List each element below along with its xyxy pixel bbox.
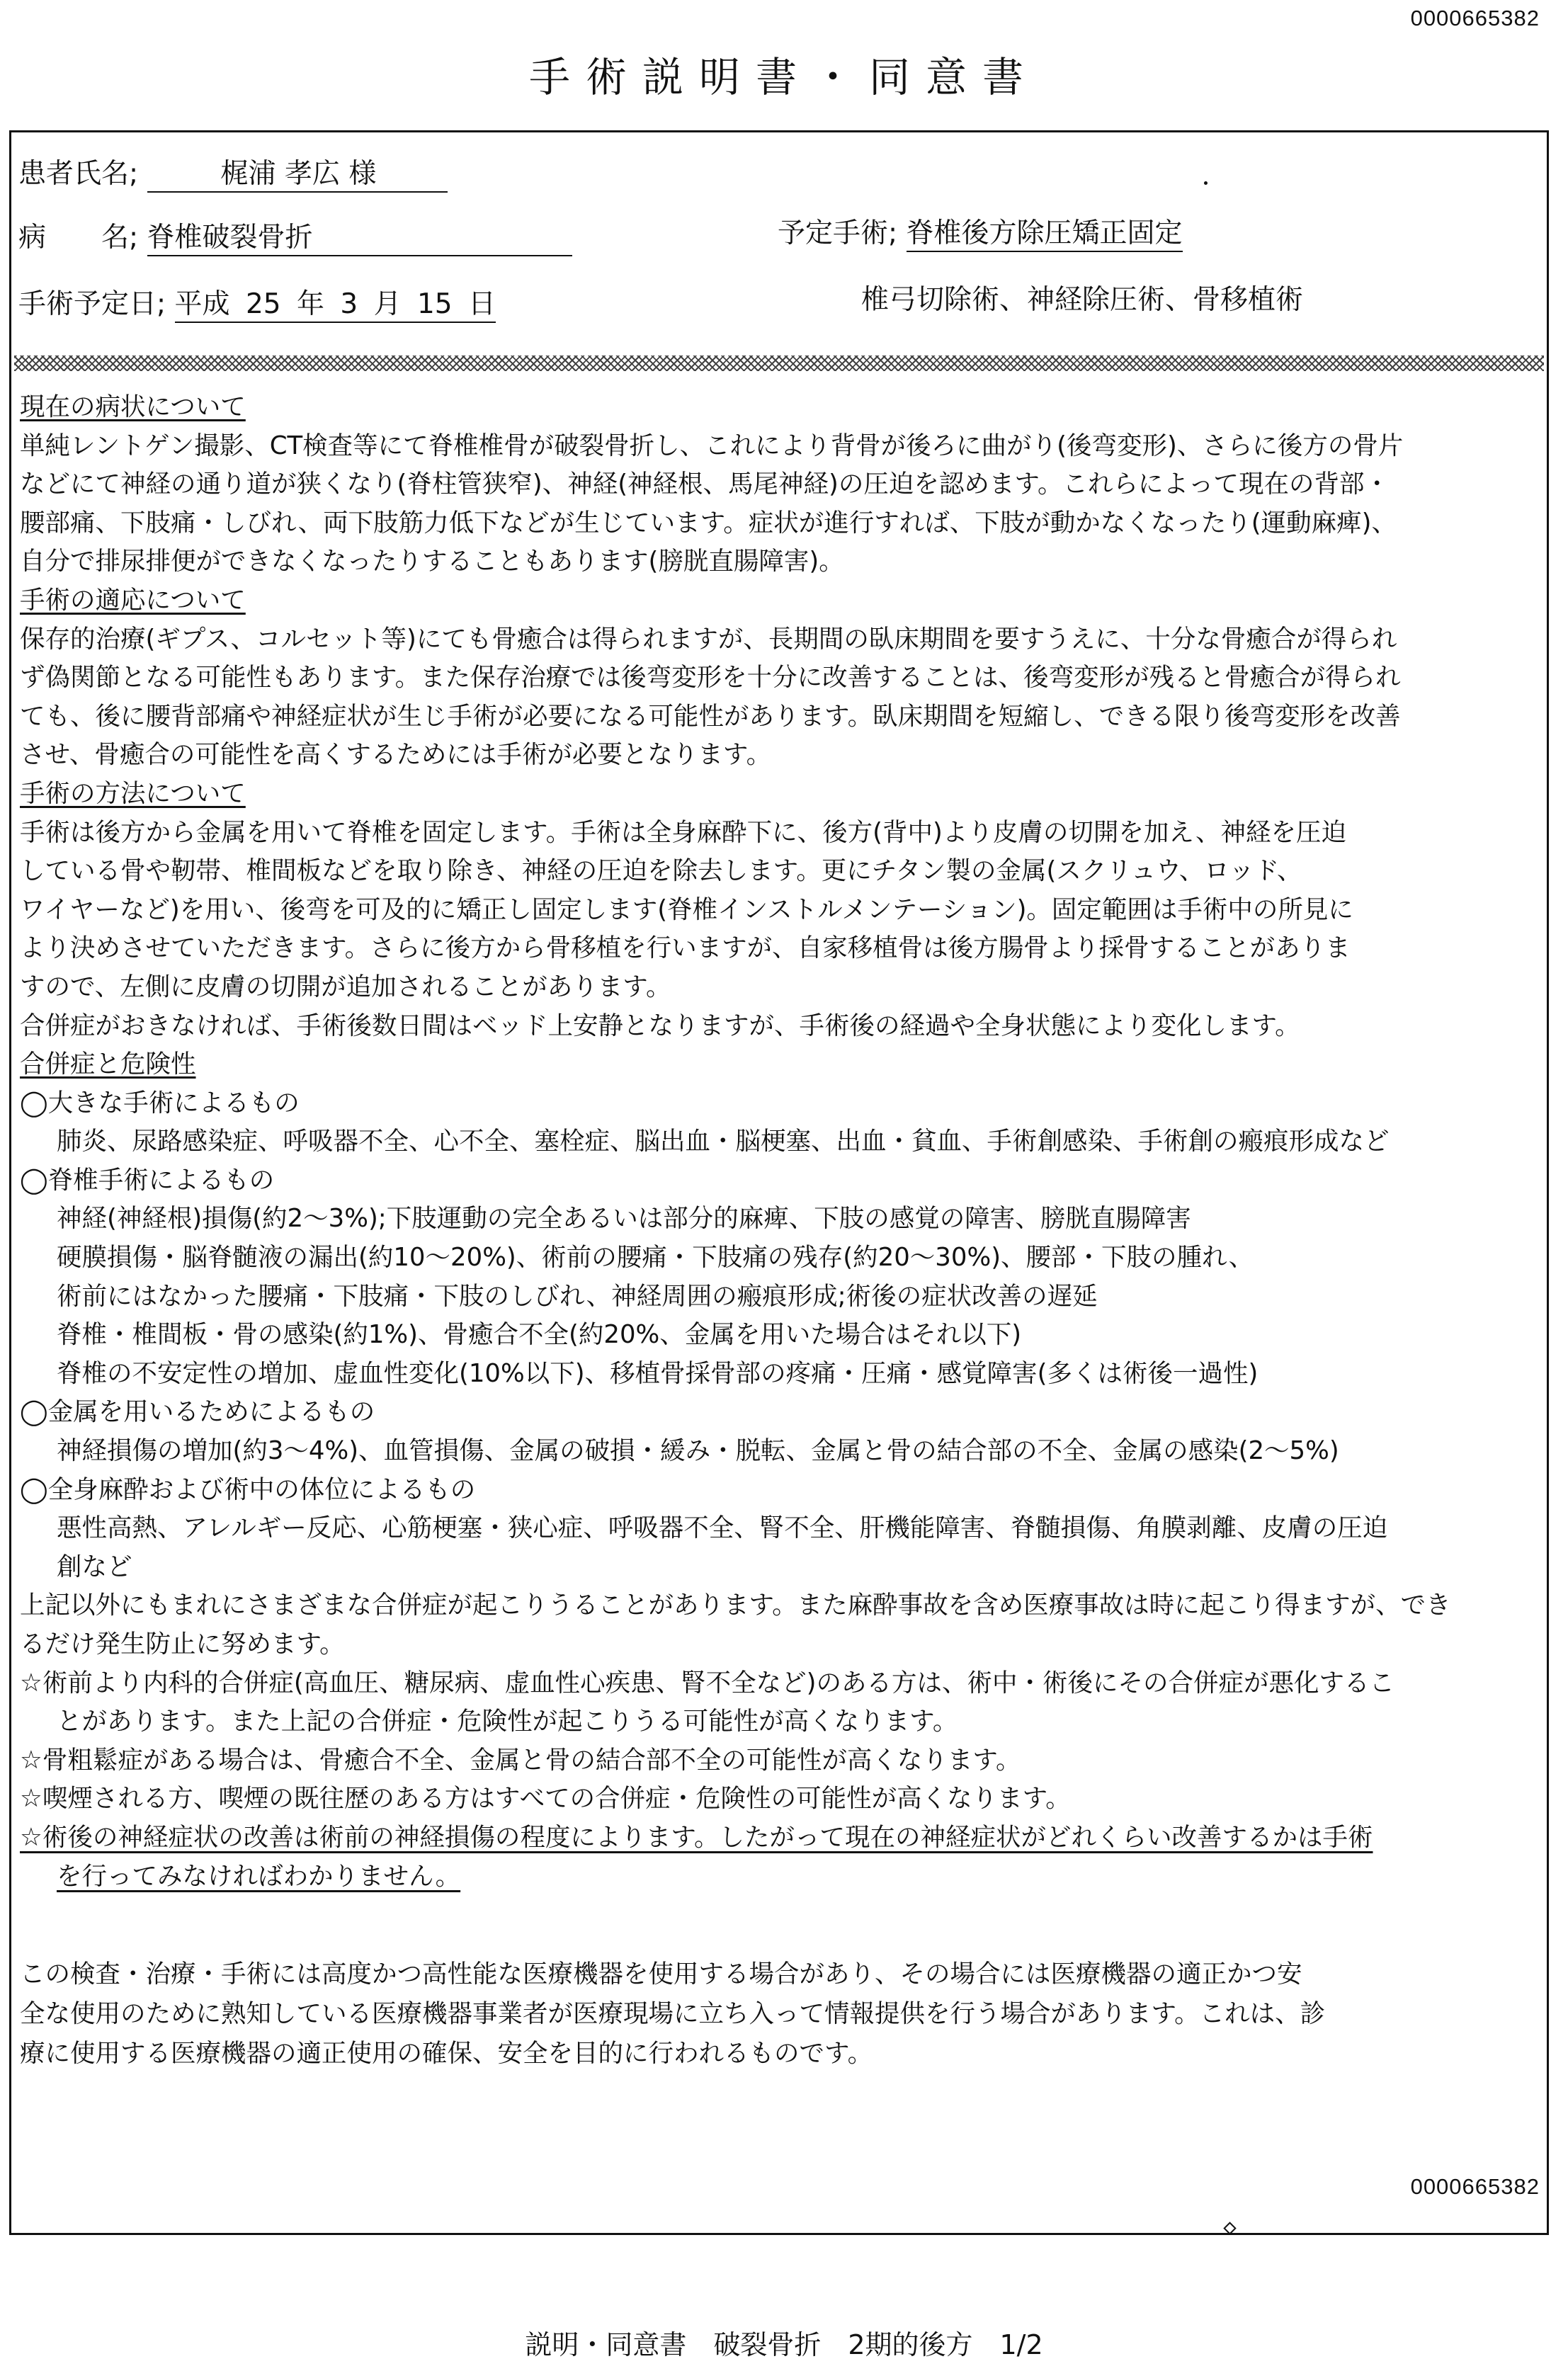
risk-group-title: ◯全身麻酔および術中の体位によるもの [20,1474,476,1504]
method-line: すので、左側に皮膚の切開が追加されることがあります。 [20,972,671,1001]
document-title: 手術説明書・同意書 [528,53,1039,101]
indication-line: させ、骨癒合の可能性を高くするためには手術が必要となります。 [20,740,772,770]
device-notice-line: 全な使用のために熟知している医療機器事業者が医療現場に立ち入って情報提供を行う場合があります。これは、診 [20,1999,1326,2028]
document-id-top: 0000665382 [1410,6,1540,30]
risk-line: 脊椎・椎間板・骨の感染(約1%)、骨癒合不全(約20%、金属を用いた場合はそれ以下) [57,1320,1022,1350]
risk-line: 神経(神経根)損傷(約2～3%);下肢運動の完全あるいは部分的麻痺、下肢の感覚の障害、膀胱直腸障害 [57,1204,1191,1234]
surgery-date: 平成 25 年 3 月 15 日 [175,282,496,323]
planned-surgery-label: 予定手術; [778,217,898,249]
disease-name: 脊椎破裂骨折 [147,215,572,256]
current-line: 単純レントゲン撮影、CT検査等にて脊椎椎骨が破裂骨折し、これにより背骨が後ろに曲がり(後弯変形)、さらに後方の骨片 [20,431,1404,460]
risk-line: 術前にはなかった腰痛・下肢痛・下肢のしびれ、神経周囲の瘢痕形成;術後の症状改善の遅延 [57,1281,1098,1311]
surgery-date-field [18,282,496,323]
stray-dot [1204,181,1208,185]
star-note: とがあります。また上記の合併症・危険性が起こりうる可能性が高くなります。 [57,1707,958,1736]
after-line: 上記以外にもまれにさまざまな合併症が起こりうることがあります。また麻酔事故を含め医療事故は時に起こり得ますが、でき [20,1591,1451,1620]
patient-label: 患者氏名; [18,158,139,190]
current-line: 自分で排尿排便ができなくなったりすることもあります(膀胱直腸障害)。 [20,547,844,576]
section-heading-current: 現在の病状について [20,392,246,421]
risk-line: 肺炎、尿路感染症、呼吸器不全、心不全、塞栓症、脳出血・脳梗塞、出血・貧血、手術創感染、手術創の瘢痕形成など [57,1127,1390,1156]
document-id-bottom: 0000665382 [1410,2174,1540,2199]
indication-line: 保存的治療(ギプス、コルセット等)にても骨癒合は得られますが、長期間の臥床期間を要すうえに、十分な骨癒合が得られ [20,624,1397,654]
device-notice [20,1955,1543,2074]
star-note: ☆喫煙される方、喫煙の既往歴のある方はすべての合併症・危険性の可能性が高くなります。 [20,1784,1071,1814]
section-heading-risk: 合併症と危険性 [20,1050,196,1079]
indication-line: ず偽関節となる可能性もあります。また保存治療では後弯変形を十分に改善することは、後弯変形が残ると骨癒合が得られ [20,663,1401,693]
risk-group-title: ◯脊椎手術によるもの [20,1165,275,1195]
section-heading-indication: 手術の適応について [20,585,246,615]
device-notice-line: この検査・治療・手術には高度かつ高性能な医療機器を使用する場合があり、その場合には医療機器の適正かつ安 [20,1960,1302,1989]
risk-line: 神経損傷の増加(約3～4%)、血管損傷、金属の破損・緩み・脱転、金属と骨の結合部の不全、金属の感染(2～5%) [57,1436,1339,1466]
method-line: ワイヤーなど)を用い、後弯を可及的に矯正し固定します(脊椎インストルメンテーション)。固定範囲は手術中の所見に [20,894,1353,924]
disease-label: 病 名; [18,222,139,254]
method-line: より決めさせていただきます。さらに後方から骨移植を行いますが、自家移植骨は後方腸骨より採骨することがありま [20,933,1351,963]
surgery-date-label: 手術予定日; [18,288,166,320]
method-line: 手術は後方から金属を用いて脊椎を固定します。手術は全身麻酔下に、後方(背中)より皮膚の切開を加え、神経を圧迫 [20,817,1346,847]
risk-line: 悪性高熱、アレルギー反応、心筋梗塞・狭心症、呼吸器不全、腎不全、肝機能障害、脊髄損傷、角膜剥離、皮膚の圧迫 [57,1513,1388,1543]
star-note: ☆術前より内科的合併症(高血圧、糖尿病、虚血性心疾患、腎不全など)のある方は、術中・術後にその合併症が悪化するこ [20,1668,1395,1698]
method-line: 合併症がおきなければ、手術後数日間はベッド上安静となりますが、手術後の経過や全身状態により変化します。 [20,1011,1300,1040]
section-heading-method: 手術の方法について [20,778,246,808]
risk-line: 脊椎の不安定性の増加、虚血性変化(10%以下)、移植骨採骨部の疼痛・圧痛・感覚障害(多くは術後一過性) [57,1358,1259,1388]
device-notice-line: 療に使用する医療機器の適正使用の確保、安全を目的に行われるものです。 [20,2039,873,2068]
patient-field [18,152,448,193]
planned-surgery-name: 脊椎後方除圧矯正固定 [907,211,1183,252]
patient-name: 梶浦 孝広 様 [147,152,448,193]
after-line: るだけ発生防止に努めます。 [20,1630,345,1659]
hatched-divider [14,356,1544,371]
current-line: 腰部痛、下肢痛・しびれ、両下肢筋力低下などが生じています。症状が進行すれば、下肢が動かなくなったり(運動麻痺)、 [20,508,1397,538]
risk-group-title: ◯大きな手術によるもの [20,1088,300,1118]
current-line: などにて神経の通り道が狭くなり(脊柱管狭窄)、神経(神経根、馬尾神経)の圧迫を認めます。これらによって現在の背部・ [20,470,1390,499]
risk-line: 創など [57,1552,132,1581]
disease-field [18,215,572,256]
page-footer: 説明・同意書 破裂骨折 2期的後方 1/2 [525,2329,1043,2360]
star-note: ☆骨粗鬆症がある場合は、骨癒合不全、金属と骨の結合部不全の可能性が高くなります。 [20,1745,1021,1775]
planned-surgery-sub: 椎弓切除術、神経除圧術、骨移植術 [861,284,1304,316]
risk-group-title: ◯金属を用いるためによるもの [20,1397,375,1427]
underlined-note: ☆術後の神経症状の改善は術前の神経損傷の程度によります。したがって現在の神経症状がどれくらい改善するかは手術 [20,1822,1373,1852]
planned-surgery-field [778,211,1183,252]
method-line: している骨や靭帯、椎間板などを取り除き、神経の圧迫を除去します。更にチタン製の金属(スクリュウ、ロッド、 [20,856,1302,886]
explanation-body [20,388,1543,1896]
risk-line: 硬膜損傷・脳脊髄液の漏出(約10～20%)、術前の腰痛・下肢痛の残存(約20～30%)、腰部・下肢の腫れ、 [57,1243,1254,1273]
indication-line: ても、後に腰背部痛や神経症状が生じ手術が必要になる可能性があります。臥床期間を短縮し、できる限り後弯変形を改善 [20,701,1401,731]
underlined-note: を行ってみなければわかりません。 [57,1861,461,1891]
